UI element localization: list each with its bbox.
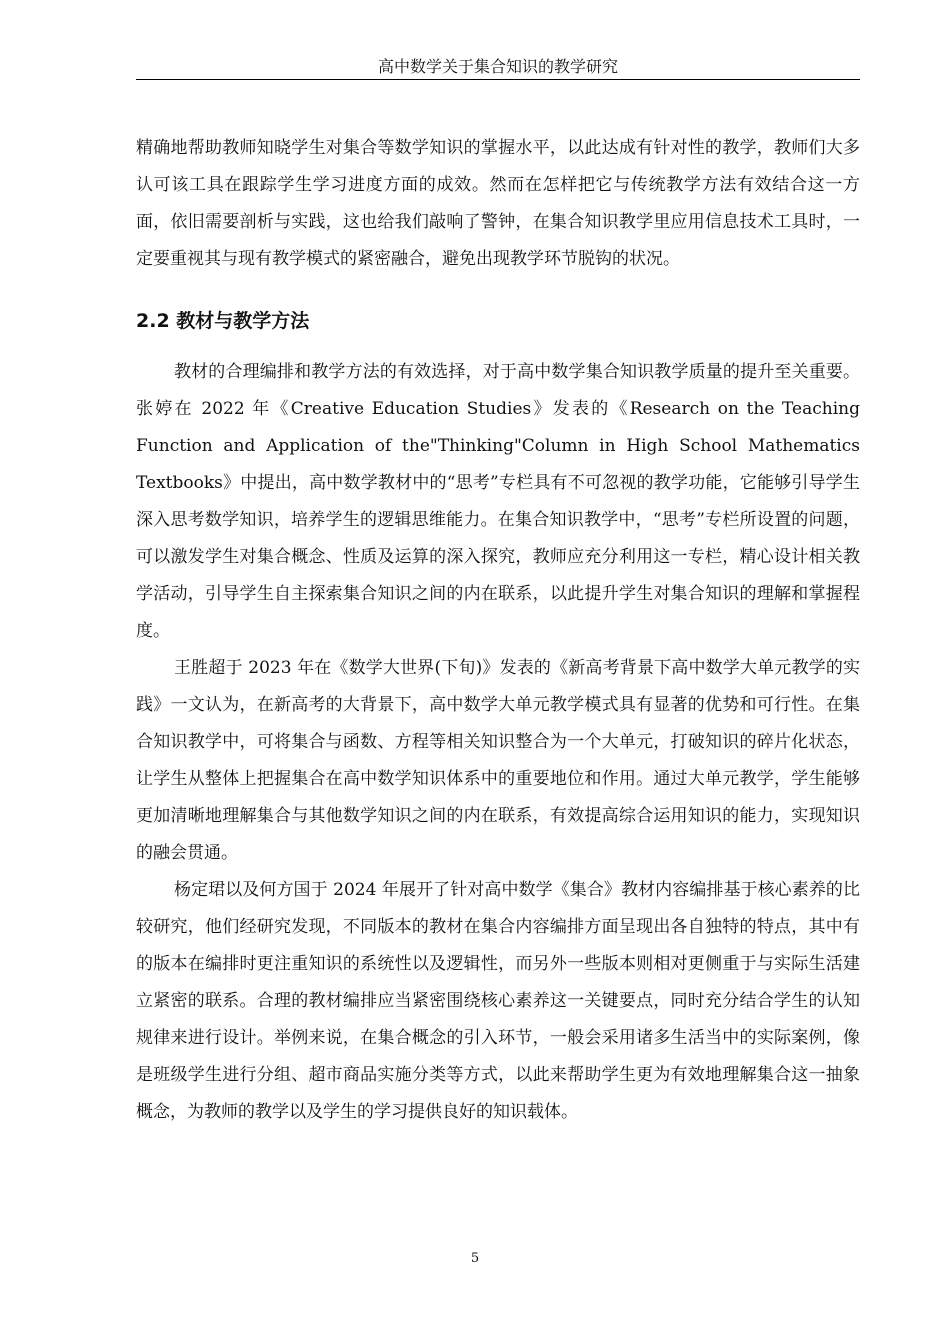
- page-body: [136, 130, 860, 1131]
- paragraph-continued: 精确地帮助教师知晓学生对集合等数学知识的掌握水平，以此达成有针对性的教学，教师们大多认可该工具在跟踪学生学习进度方面的成效。然而在怎样把它与传统教学方法有效结合这一方面，依旧需要剖析与实践，这也给我们敲响了警钟，在集合知识教学里应用信息技术工具时，一定要重视其与现有教学模式的紧密融合，避免出现教学环节脱钩的状况。: [136, 138, 860, 269]
- running-header: 高中数学关于集合知识的教学研究: [377, 57, 618, 76]
- section-heading: 2.2 教材与教学方法: [136, 310, 310, 332]
- paragraph-textbook-comparison: 杨定珺以及何方国于 2024 年展开了针对高中数学《集合》教材内容编排基于核心素养的比较研究，他们经研究发现，不同版本的教材在集合内容编排方面呈现出各自独特的特点，其中有的版本在编排时更注重知识的系统性以及逻辑性，而另外一些版本则相对更侧重于与实际生活建立紧密的联系。合理的教材编排应当紧密围绕核心素养这一关键要点，同时充分结合学生的认知规律来进行设计。举例来说，在集合概念的引入环节，一般会采用诸多生活当中的实际案例，像是班级学生进行分组、超市商品实施分类等方式，以此来帮助学生更为有效地理解集合这一抽象概念，为教师的教学以及学生的学习提供良好的知识载体。: [136, 880, 860, 1122]
- paragraph-big-unit-teaching: 王胜超于 2023 年在《数学大世界(下旬)》发表的《新高考背景下高中数学大单元教学的实践》一文认为，在新高考的大背景下，高中数学大单元教学模式具有显著的优势和可行性。在集合知识教学中，可将集合与函数、方程等相关知识整合为一个大单元，打破知识的碎片化状态，让学生从整体上把握集合在高中数学知识体系中的重要地位和作用。通过大单元教学，学生能够更加清晰地理解集合与其他数学知识之间的内在联系，有效提高综合运用知识的能力，实现知识的融会贯通。: [136, 658, 860, 863]
- paragraph-textbook-thinking-column: 教材的合理编排和教学方法的有效选择，对于高中数学集合知识教学质量的提升至关重要。张婷在 2022 年《Creative Education Studies》发表的《Research on the Teaching Function and Application of the"Thinking"Column in High School Mathematics Textbooks》中提出，高中数学教材中的“思考”专栏具有不可忽视的教学功能，它能够引导学生深入思考数学知识，培养学生的逻辑思维能力。在集合知识教学中，“思考”专栏所设置的问题，可以激发学生对集合概念、性质及运算的深入探究，教师应充分利用这一专栏，精心设计相关教学活动，引导学生自主探索集合知识之间的内在联系，以此提升学生对集合知识的理解和掌握程度。: [136, 362, 860, 641]
- header-rule: [136, 79, 860, 80]
- page-number: 5: [470, 1251, 480, 1266]
